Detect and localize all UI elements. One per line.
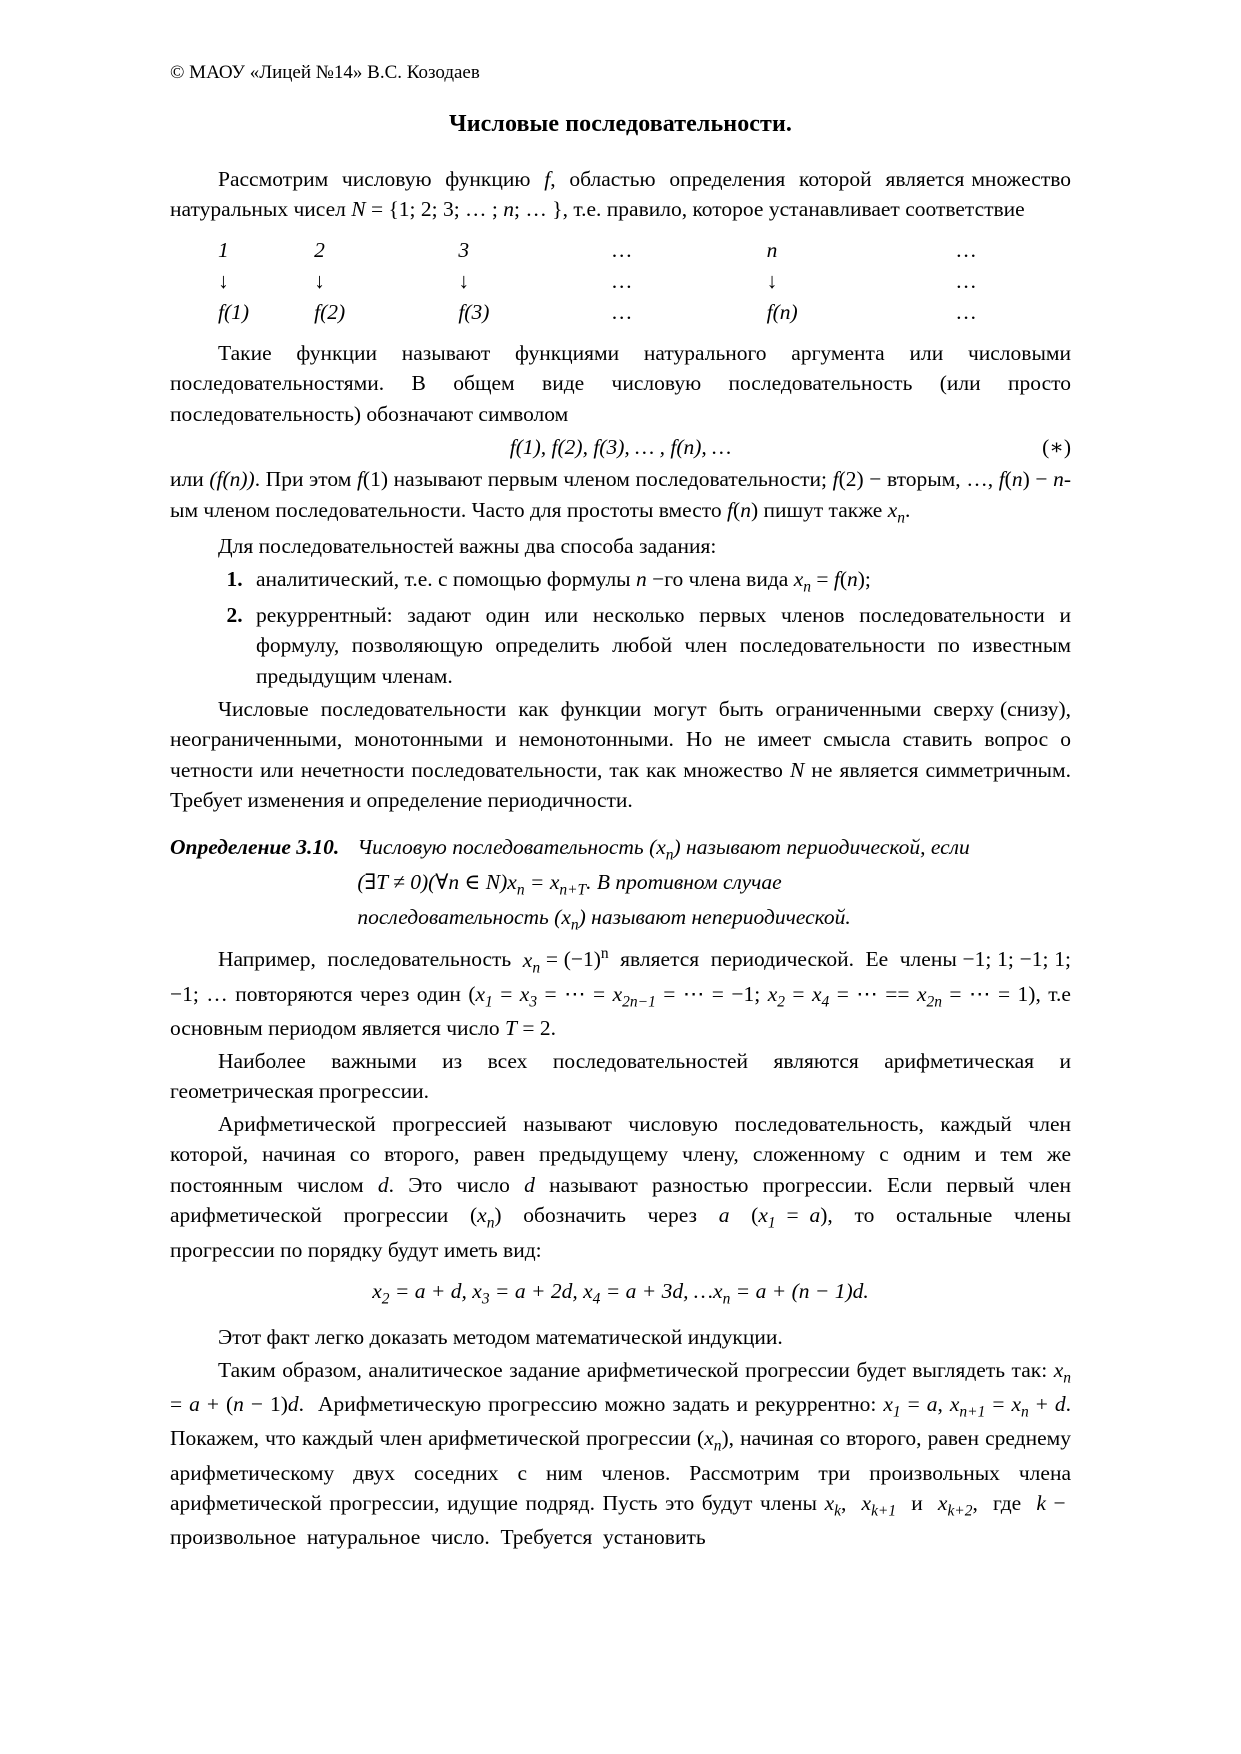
definition-text <box>357 832 969 938</box>
formula-progression: $x_2 = a + d$, $x_3 = a + 2d$, $x_4 = a + 3d$, $\dots x_n = a + (n - 1)d$. <box>372 1279 869 1308</box>
map-cell: … <box>956 299 976 324</box>
formula-star-tag: (∗) <box>1042 435 1071 460</box>
correspondence-table <box>170 235 1071 328</box>
paragraph-intro: Рассмотрим числовую функцию f, областью определения которой является множество натуральных чисел N = {1; 2; 3; … ; n; … }, т.е. правило, которое устанавливает соответствие <box>170 166 1071 222</box>
definition-line: последовательность $(x_n)$ называют непериодической. <box>357 905 851 934</box>
formula-star <box>170 435 1071 460</box>
paragraph-most-important: Наиболее важными из всех последовательностей являются арифметическая и геометрическая прогрессии. <box>170 1048 1071 1104</box>
map-cell: … <box>612 268 632 293</box>
map-cell: 2 <box>314 237 325 262</box>
definition-label: Определение 3.10. <box>170 834 340 859</box>
down-arrow-icon: ↓ <box>458 268 470 293</box>
down-arrow-icon: ↓ <box>766 268 778 293</box>
paragraph-two-ways: Для последовательностей важны два способа задания: <box>218 534 717 559</box>
map-cell: 1 <box>218 237 229 262</box>
formula-star-expression: f(1), f(2), f(3), … , f(n), … <box>509 435 732 460</box>
map-cell: f(2) <box>314 299 346 324</box>
definition-line: (∃T ≠ 0)(∀n ∈ $N)x_n = x_{n+T}$. В противном случае <box>357 869 782 899</box>
map-cell: n <box>766 237 778 262</box>
down-arrow-icon: ↓ <box>314 268 325 293</box>
paragraph-definition-symbol: Такие функции называют функциями натурального аргумента или числовыми последовательностями. В общем виде числовую последовательность (или просто последовательность) обозначают символом <box>170 340 1071 426</box>
paragraph-example-periodic: Например, последовательность $x_n = (-1)^n$ является периодической. Ее члены −1; 1; −1; 1; −1; … повторяются через один ($x_1 = x_3$ = ⋯ = $x_{2n-1}$ = ⋯ = −1; $x_2 = x_4$ = ⋯ == $x_{2n}$ = ⋯ = 1), т.е основным периодом является число T = 2. <box>170 945 1071 1041</box>
down-arrow-icon: ↓ <box>218 268 229 293</box>
map-cell: f(3) <box>458 299 490 324</box>
paragraph-boundedness: Числовые последовательности как функции могут быть ограниченными сверху (снизу), неограниченными, монотонными и немонотонными. Но не имеет смысла ставить вопрос о четности или нечетности последовательности, так как множество N не является симметричным. Требует изменения и определение периодичности. <box>170 696 1071 813</box>
map-cell: … <box>956 268 976 293</box>
map-cell: 3 <box>458 237 470 262</box>
page-title: Числовые последовательности. <box>449 110 792 137</box>
map-cell: … <box>612 299 632 324</box>
list-item: 1. аналитический, т.е. с помощью формулы n −го члена вида $x_n = f(n)$; <box>248 564 1071 598</box>
table-row-arguments <box>170 235 1071 266</box>
definition-line: Числовую последовательность $(x_n)$ называют периодической, если <box>357 834 970 863</box>
map-cell: f(1) <box>218 299 250 324</box>
paragraph-members: или (f(n)). При этом f(1) называют первым членом последовательности; f(2) − вторым, …, f(n) − n-ым членом последовательности. Часто для простоты вместо f(n) пишут также $x_n$. <box>170 467 1071 527</box>
table-row-values <box>170 297 1071 328</box>
copyright-header: © МАОУ «Лицей №14» В.С. Козодаев <box>170 62 480 83</box>
paragraph-arithmetic-def: Арифметической прогрессией называют числовую последовательность, каждый член которой, начиная со второго, равен предыдущему члену, сложенному с одним и тем же постоянным числом d. Это число d называют разностью прогрессии. Если первый член арифметической прогрессии $(x_n)$ обозначить через a $(x_1 = a)$, то остальные члены прогрессии по порядку будут иметь вид: <box>170 1111 1071 1262</box>
map-cell: f(n) <box>766 299 798 324</box>
table-row-arrows <box>170 266 1071 297</box>
map-cell: … <box>612 237 632 262</box>
definition-block <box>170 832 1071 938</box>
map-cell: … <box>956 237 976 262</box>
paragraph-induction: Этот факт легко доказать методом математической индукции. <box>218 1325 783 1350</box>
methods-list <box>170 564 1071 692</box>
list-item: 2. рекуррентный: задают один или несколько первых членов последовательности и формулу, позволяющую определить любой член последовательности по известным предыдущим членам. <box>248 600 1071 692</box>
paragraph-analytic-form: Таким образом, аналитическое задание арифметической прогрессии будет выглядеть так: $x_n = a + (n - 1)d$. Арифметическую прогрессию можно задать и рекуррентно: $x_1 = a$, $x_{n+1} = x_n + d$. Покажем, что каждый член арифметической прогрессии $(x_n)$, начиная со второго, равен среднему арифметическому двух соседних с ним членов. Рассмотрим три произвольных члена арифметической прогрессии, идущие подряд. Пусть это будут члены $x_k$, $x_{k+1}$ и $x_{k+2}$, где k − произвольное натуральное число. Требуется установить <box>170 1357 1071 1550</box>
